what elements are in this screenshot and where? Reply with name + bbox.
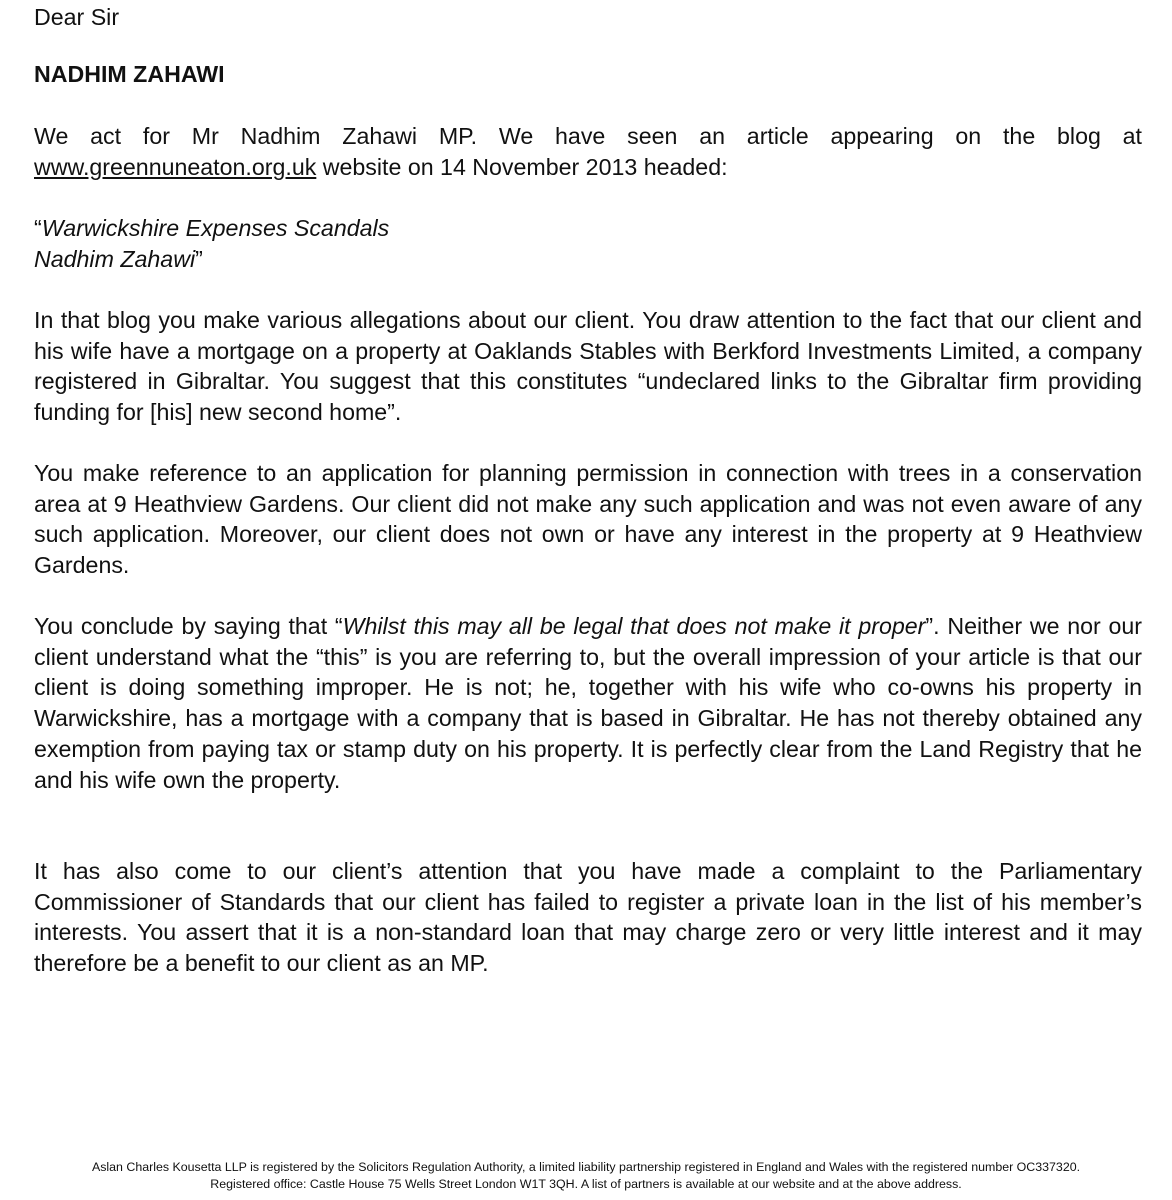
subject-heading: NADHIM ZAHAWI	[34, 61, 225, 87]
quote-close-mark: ”	[195, 245, 203, 272]
paragraph-allegations: In that blog you make various allegations about our client. You draw attention to the fact that our client and his wife have a mortgage on a property at Oaklands Stables with Berkford Investments Limited, a company registered in Gibraltar. You suggest that this constitutes “undeclared links to the Gibraltar firm providing funding for [his] new second home”.	[34, 307, 1142, 426]
paragraph-intro	[34, 121, 1142, 182]
paragraph-planning-application: You make reference to an application for planning permission in connection with trees in a conservation area at 9 Heathview Gardens. Our client did not make any such application and was not even aware of any such application. Moreover, our client does not own or have any interest in the property at 9 Heathview Gardens.	[34, 460, 1142, 579]
footer-registration-line: Aslan Charles Kousetta LLP is registered by the Solicitors Regulation Authority, a limited liability partnership registered in England and Wales with the registered number OC337320.	[91, 1160, 1081, 1174]
intro-text-before-link: We act for Mr Nadhim Zahawi MP. We have seen an article appearing on the blog at	[34, 123, 1142, 149]
blog-website-link[interactable]: www.greennuneaton.org.uk	[34, 153, 317, 180]
quote-line-1: Warwickshire Expenses Scandals	[41, 215, 390, 241]
conclusion-lead: You conclude by saying that “	[34, 613, 343, 639]
footer-office-line: Registered office: Castle House 75 Wells Street London W1T 3QH. A list of partners is available at our website and at the above address.	[210, 1177, 962, 1191]
conclusion-quote: Whilst this may all be legal that does not make it proper	[342, 613, 926, 639]
quote-line-2: Nadhim Zahawi	[34, 245, 196, 272]
paragraph-conclusion	[34, 611, 1142, 795]
quote-open-mark: “	[34, 215, 42, 241]
paragraph-complaint: It has also come to our client’s attention that you have made a complaint to the Parliamentary Commissioner of Standards that our client has failed to register a private loan in the list of his member’s interests. You assert that it is a non-standard loan that may charge zero or very little interest and it may therefore be a benefit to our client as an MP.	[34, 858, 1142, 977]
intro-text-after-link: website on 14 November 2013 headed:	[316, 153, 728, 180]
salutation: Dear Sir	[34, 4, 120, 30]
quoted-article-heading	[34, 213, 1142, 274]
conclusion-rest: ”. Neither we nor our client understand what the “this” is you are referring to, but the overall impression of your article is that our client is doing something improper. He is not; he, together with his wife who co-owns his property in Warwickshire, has a mortgage with a company that is based in Gibraltar. He has not thereby obtained any exemption from paying tax or stamp duty on his property. It is perfectly clear from the Land Registry that he and his wife own the property.	[34, 613, 1142, 793]
letter-footer	[0, 1159, 1172, 1193]
